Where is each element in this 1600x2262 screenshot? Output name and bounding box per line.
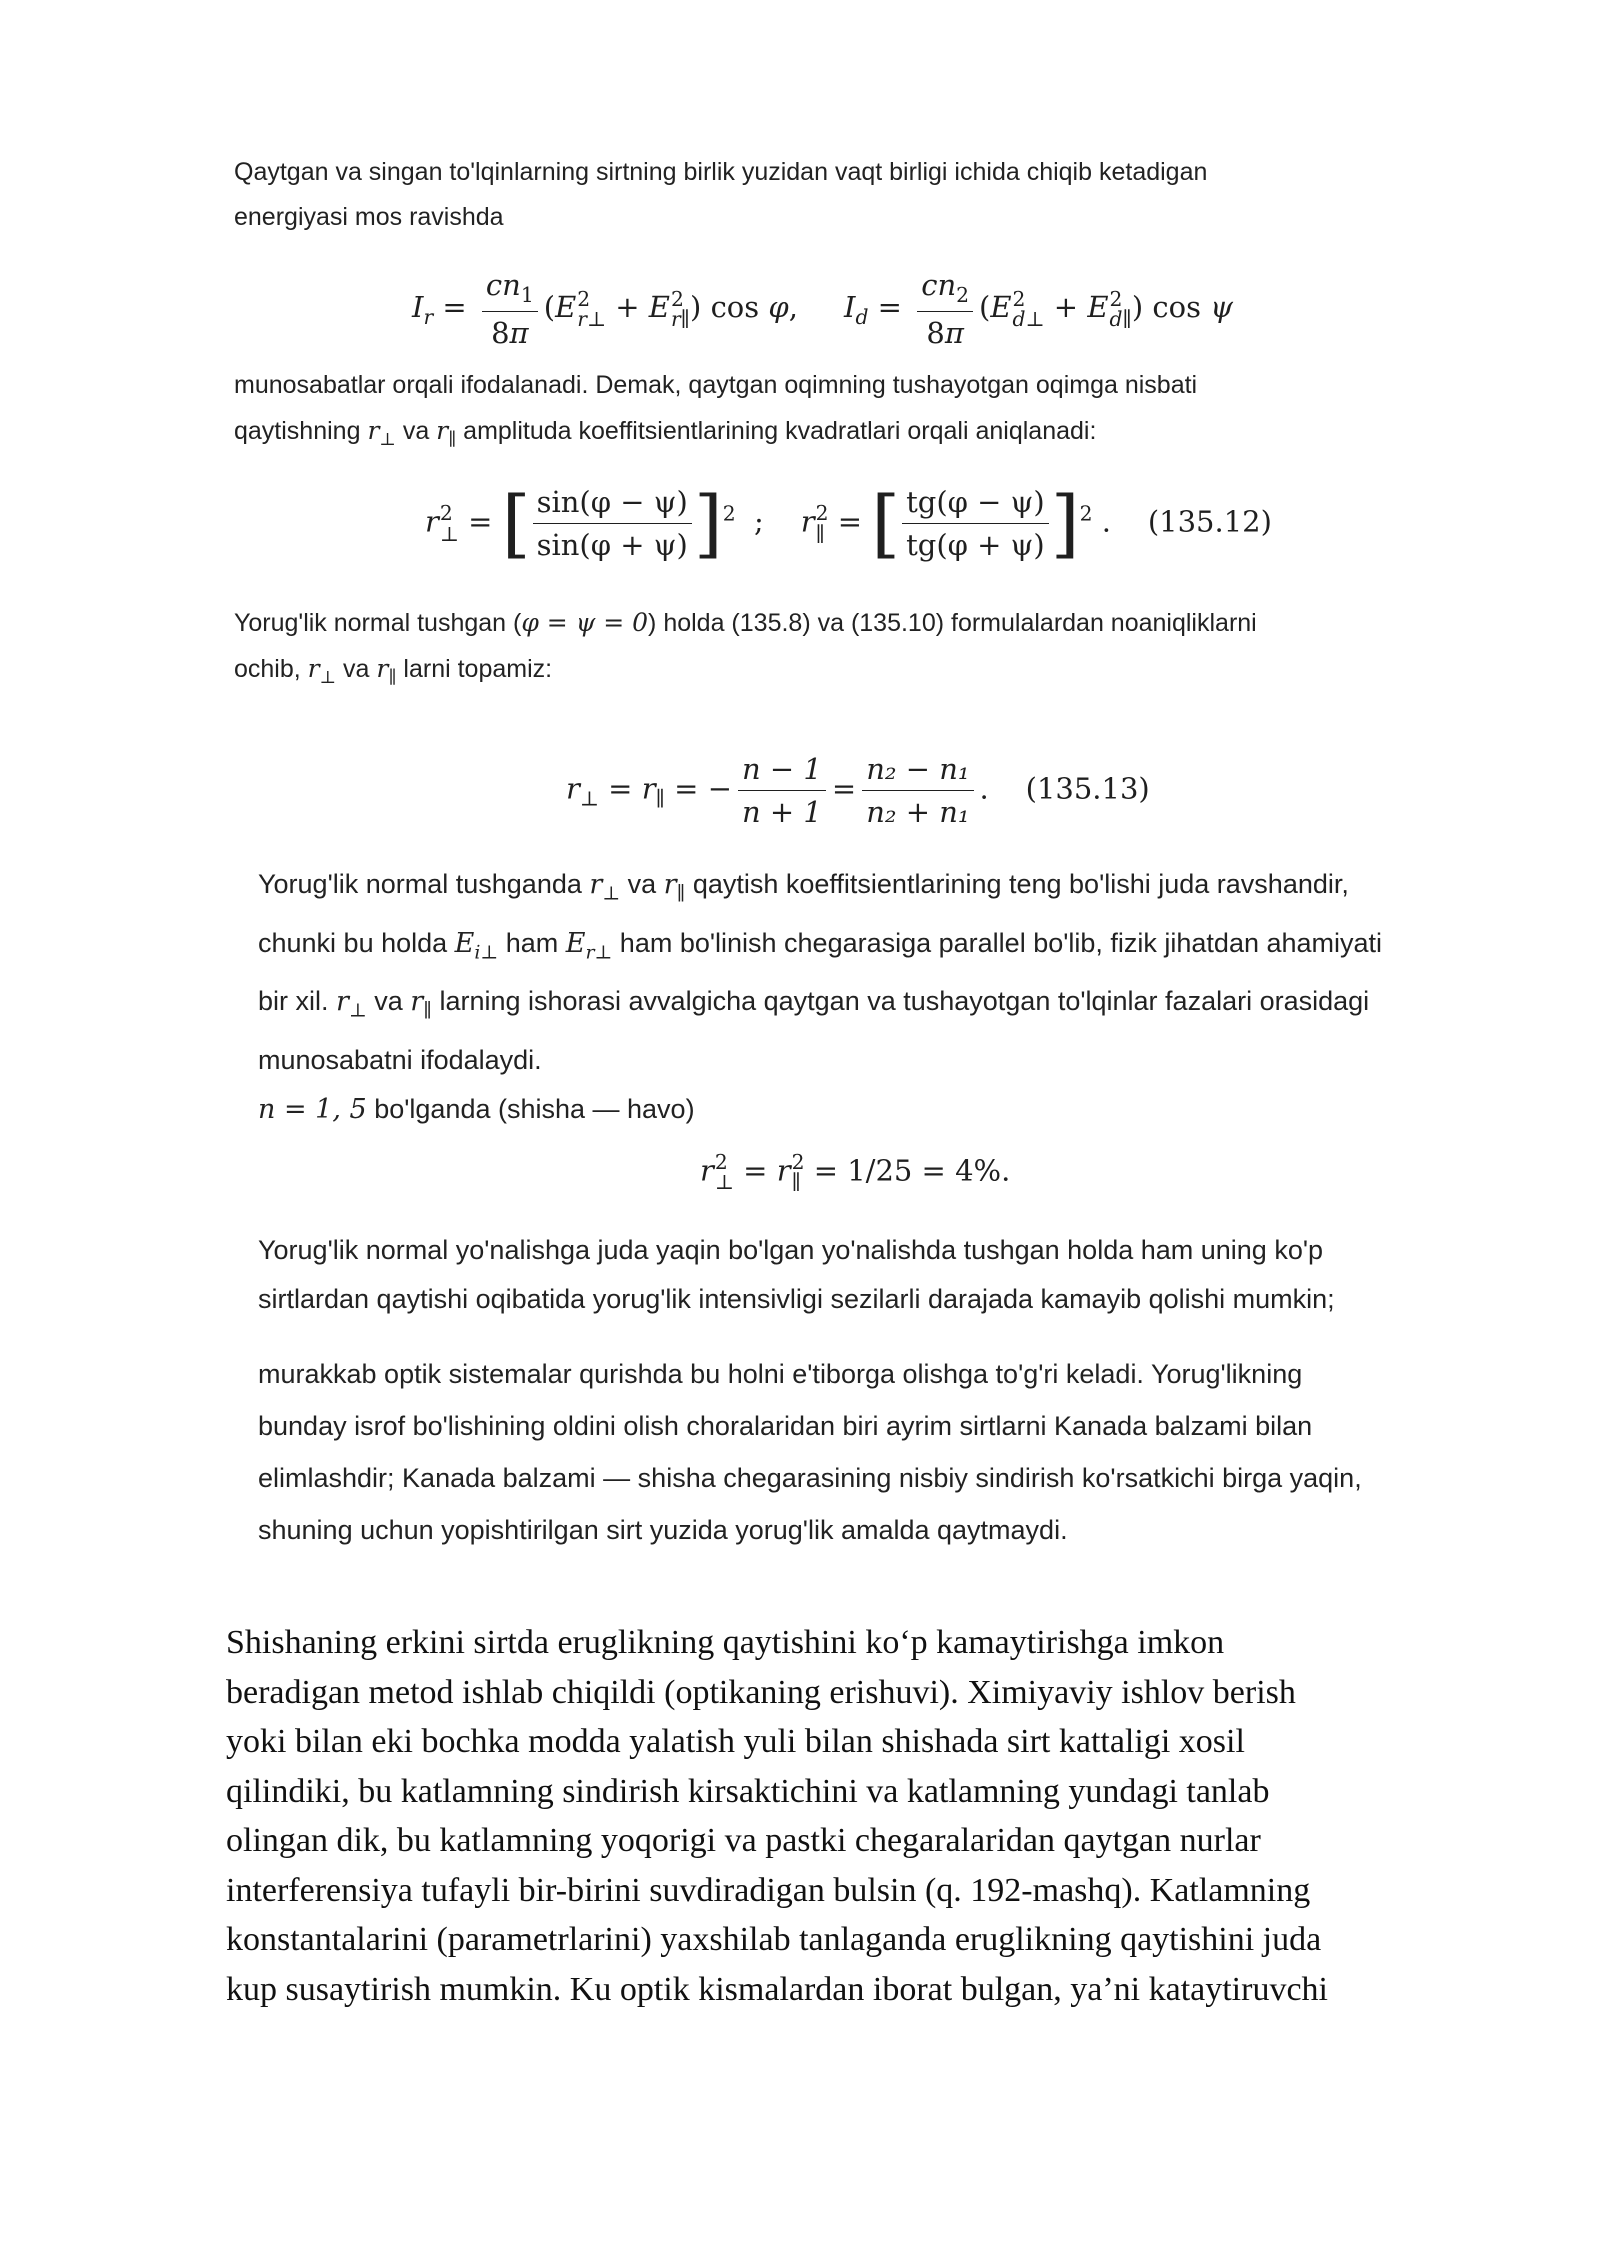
fraction-denominator: n₂ + n₁ [866,795,970,829]
sin-plus: sin(φ + ψ) [536,528,688,562]
equation-135-13: $r_\perp = r_\parallel$ = − $\frac{n - 1}{n + 1}$ = $\frac{\text{n₂ − n₁}}{\text{n₂ + n₁}}$ . (135.13) [566,752,1150,829]
text-fragment: bir xil. [258,986,329,1017]
intro-line: Qaytgan va singan to'lqinlarning sirtning birlik yuzidan vaqt birligi ichida chiqib ketadigan [234,158,1208,186]
normal-incidence-paragraph [234,600,1434,701]
text-fragment: larni topamiz: [403,655,553,683]
tg-minus: tg(φ − ψ) [902,485,1049,524]
percent-equation: r 2 ⊥ = r 2 ∥ = 1/25 = 4%. [700,1150,1011,1195]
fraction-denominator: n + 1 [742,795,822,829]
fraction-numerator: n₂ − n₁ [862,752,973,791]
text-fragment: va [627,869,657,899]
r-perp-symbol: $r_\perp$ [367,416,396,451]
text-line: munosabatlar orqali ifodalanadi. Demak, qaytgan oqimning tushayotgan oqimga nisbati [234,371,1198,399]
text-line: qilindiki, bu katlamning sindirish kirsaktichini va katlamning yundagi tanlab [226,1772,1270,1810]
intensity-equation: $I_r$ = $\frac{cn_1}{8\pi}$ (E 2 r⊥ + E 2 r∥ ) cos φ, $I_d$ = $\frac{cn_2}{8\pi}$ (E 2 d⊥ + E 2 d∥ ) cos ψ [412,268,1233,351]
text-line: bunday isrof bo'lishining oldini olish choralaridan biri ayrim sirtlarni Kanada balzami bilan [258,1411,1313,1441]
text-line [258,860,1488,919]
text-fragment: Yorug'lik normal tushganda [258,869,582,899]
text-line [258,1085,1488,1134]
text-line: yoki bilan eki bochka modda yalatish yuli bilan shishada sirt kattaligi xosil [226,1723,1245,1760]
r-par-symbol: $r_\parallel$ [663,869,686,905]
text-line: olingan dik, bu katlamning yoqorigi va pastki chegaralaridan qaytgan nurlar [226,1822,1261,1859]
r-par-symbol: $r_\parallel$ [436,416,457,451]
text-line: Yorug'lik normal yo'nalishga juda yaqin bo'lgan yo'nalishda tushgan holda ham uning ko'p [258,1235,1324,1265]
equation-number: (135.12) [1147,504,1272,539]
text-line: Shishaning erkini sirtda eruglikning qaytishini ko‘p kamaytirishga imkon [226,1624,1225,1661]
text-line: murakkab optik sistemalar qurishda bu holni e'tiborga olishga to'g'ri keladi. Yorug'likning [258,1359,1303,1389]
text-line [258,977,1488,1036]
text-line [234,646,1434,701]
text-fragment: ham [505,927,559,958]
fraction-numerator: n − 1 [738,752,826,791]
intensity-loss-paragraph [258,1226,1488,1324]
text-fragment: Yorug'lik normal tushgan ( [234,609,522,637]
text-fragment: amplituda koeffitsientlarining kvadratlari orqali aniqlanadi: [463,417,1097,445]
e-i-perp-symbol: $E_{i\perp}$ [454,927,499,964]
text-fragment: larning ishorasi avvalgicha qaytgan va tushayotgan to'lqinlar fazalari orasidagi [439,986,1370,1017]
text-line [234,600,1434,646]
r-perp-symbol: $r_\perp$ [336,986,367,1022]
text-line [234,408,1434,463]
reflection-paragraph [234,363,1434,463]
text-fragment: ham bo'linish chegarasiga parallel bo'lib, fizik jihatdan ahamiyati [619,927,1383,958]
text-fragment: chunki bu holda [258,927,448,958]
text-fragment: ) holda (135.8) va (135.10) formulalardan noaniqliklarni [648,609,1257,637]
tg-plus: tg(φ + ψ) [906,528,1045,562]
text-line: shuning uchun yopishtirilgan sirt yuzida yorug'lik amalda qaytmaydi. [258,1515,1068,1545]
r-par-symbol: $r_\parallel$ [410,986,432,1022]
e-r-perp-symbol: $E_{r\perp}$ [565,927,613,964]
text-line: elimlashdir; Kanada balzami — shisha chegarasining nisbiy sindirish ko'rsatkichi birga yaqin, [258,1463,1362,1493]
equation-135-12: r 2 ⊥ = [ $\frac{\sin(\varphi - \psi)}{\sin(\varphi + \psi)}$ ]$^2$ ; r 2 ∥ = [ $\frac{tg(\varphi - \psi)}{tg(\varphi + \psi)}$ ]$^2$ . (135.12) [425,480,1272,567]
math-fragment: n = 1, 5 [258,1093,367,1125]
math-fragment: φ = ψ = 0 [521,608,649,637]
r-perp-symbol: $r_\perp$ [307,654,337,689]
text-line: munosabatni ifodalaydi. [258,1044,542,1075]
text-fragment: bo'lganda (shisha — havo) [374,1093,695,1124]
equation-number: (135.13) [1025,771,1150,806]
text-fragment: ochib, [234,655,301,683]
text-fragment: qaytish koeffitsientlarining teng bo'lishi juda ravshandir, [692,869,1349,899]
text-fragment: va [374,986,403,1017]
text-line: interferensiya tufayli bir-birini suvdiradigan bulsin (q. 192-mashq). Katlamning [226,1871,1311,1909]
percent-value: = 1/25 = 4%. [813,1153,1011,1188]
text-fragment: va [343,655,370,683]
sin-minus: sin(φ − ψ) [533,485,692,524]
intro-line: energiyasi mos ravishda [234,203,504,231]
text-line: konstantalarini (parametrlarini) yaxshilab tanlaganda eruglikning qaytishini juda [226,1921,1322,1958]
optical-systems-paragraph [258,1348,1488,1556]
text-line: sirtlardan qaytishi oqibatida yorug'lik intensivligi sezilarli darajada kamayib qolishi mumkin; [258,1284,1335,1314]
text-line [258,919,1488,978]
explanation-paragraph [258,860,1488,1134]
text-fragment: va [402,417,430,445]
text-fragment: qaytishning [234,417,361,445]
r-perp-symbol: $r_\perp$ [589,869,621,905]
text-line: kup susaytirish mumkin. Ku optik kismalardan iborat bulgan, ya’ni kataytiruvchi [226,1970,1328,2008]
text-line: beradigan metod ishlab chiqildi (optikaning erishuvi). Ximiyaviy ishlov berish [226,1673,1296,1711]
intro-paragraph [234,150,1434,240]
r-par-symbol: $r_\parallel$ [376,654,397,689]
antireflection-paragraph [226,1618,1476,2014]
